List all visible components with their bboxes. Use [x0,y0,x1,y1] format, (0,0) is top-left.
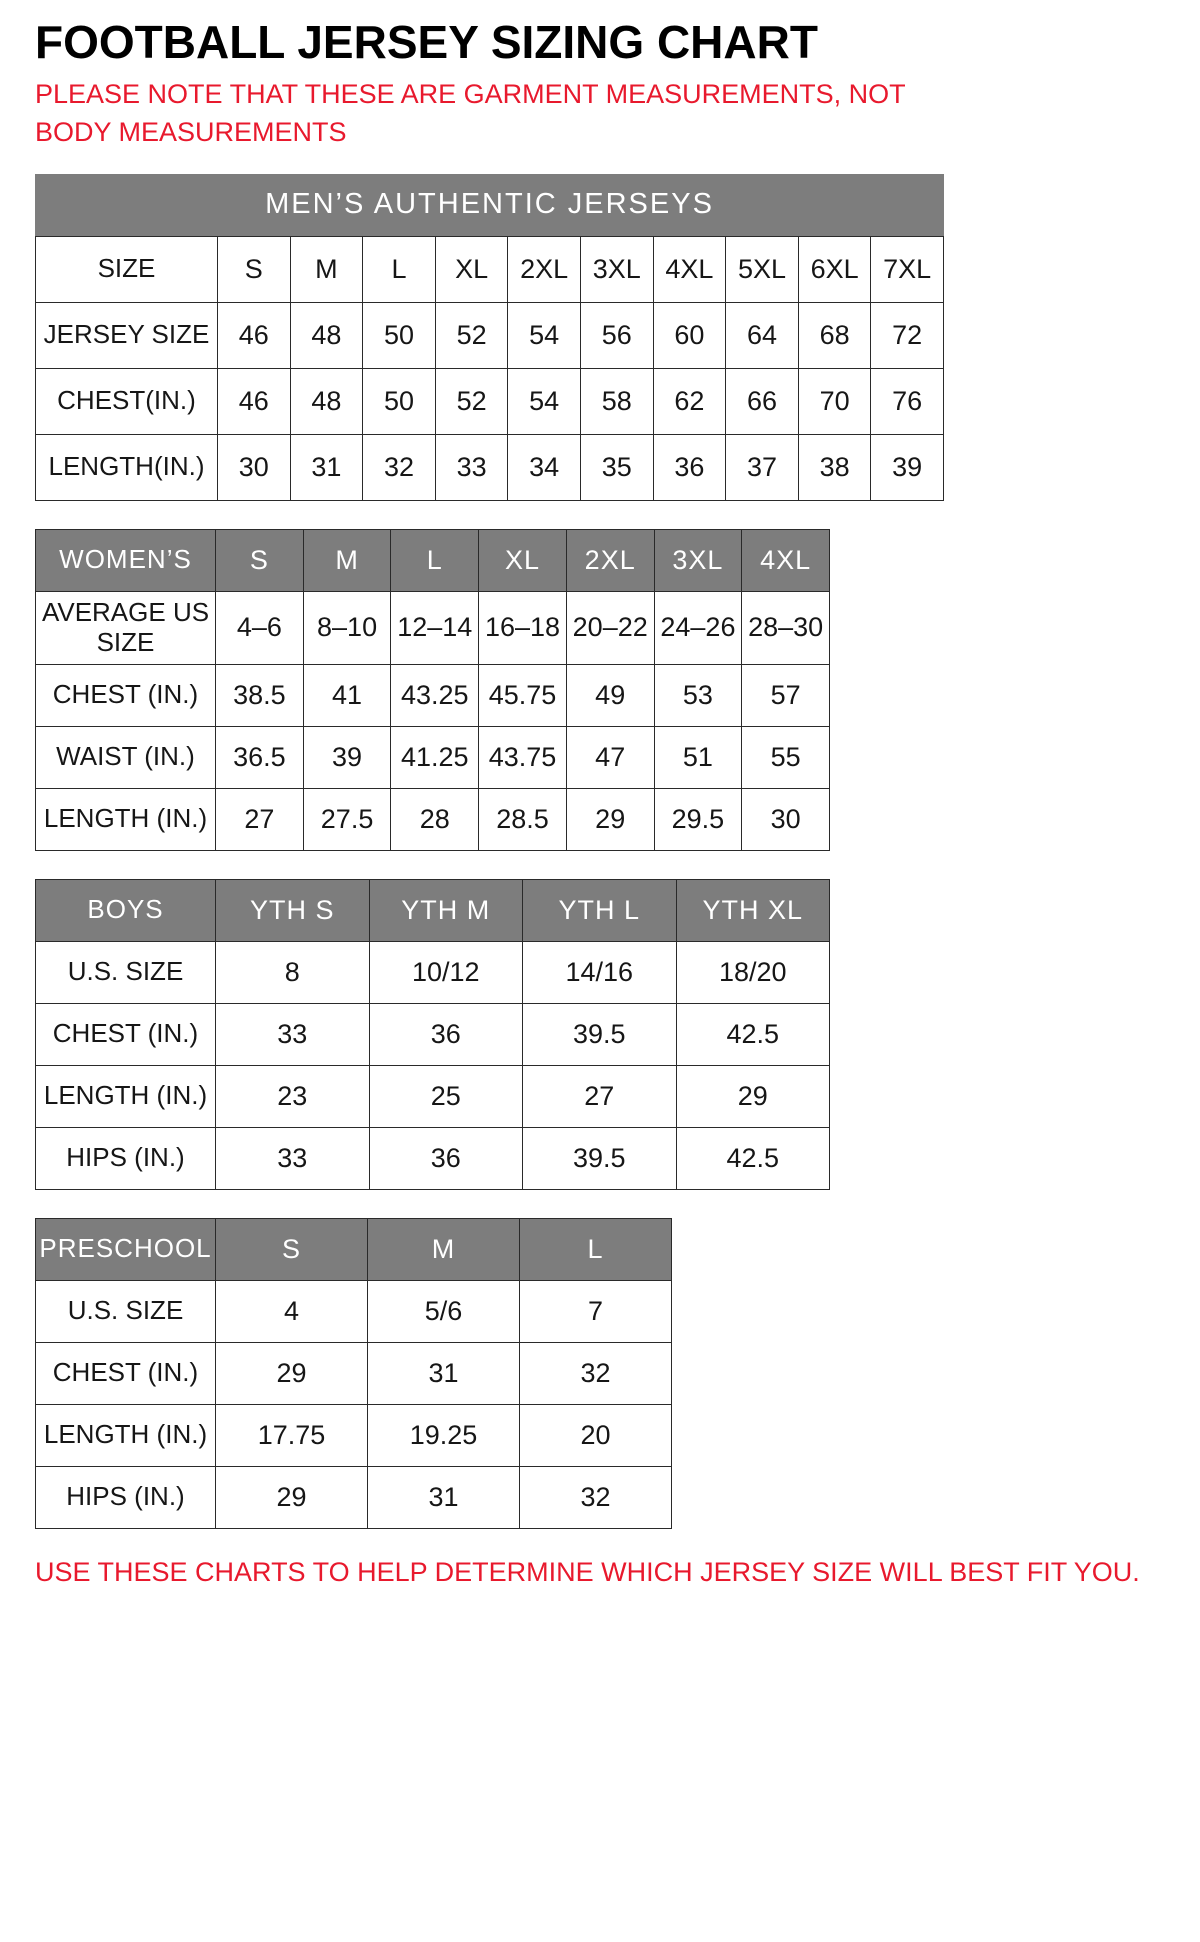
boys-header-cell: YTH S [216,880,370,942]
mens-cell: 50 [363,303,436,369]
boys-cell: 25 [370,1066,524,1128]
mens-cell: 46 [218,369,291,435]
mens-row-label: LENGTH(IN.) [36,435,218,501]
preschool-row-label: HIPS (IN.) [36,1467,216,1529]
womens-cell: 16–18 [479,592,567,665]
womens-header-cell: S [216,530,304,592]
mens-cell: 60 [654,303,727,369]
preschool-cell: 31 [368,1467,520,1529]
mens-cell: 62 [654,369,727,435]
mens-cell: 39 [871,435,944,501]
mens-cell: 35 [581,435,654,501]
boys-cell: 42.5 [677,1128,831,1190]
womens-row-label: WAIST (IN.) [36,727,216,789]
womens-cell: 49 [567,665,655,727]
boys-cell: 27 [523,1066,677,1128]
womens-row-label: LENGTH (IN.) [36,789,216,851]
mens-grid [35,236,944,501]
womens-cell: 30 [742,789,830,851]
womens-header-cell: 3XL [655,530,743,592]
boys-grid [35,879,830,1190]
mens-cell: 5XL [726,237,799,303]
mens-cell: 2XL [508,237,581,303]
mens-cell: 46 [218,303,291,369]
mens-cell: 66 [726,369,799,435]
womens-cell: 12–14 [391,592,479,665]
boys-cell: 33 [216,1128,370,1190]
womens-cell: 41 [304,665,392,727]
boys-sizing-table [35,879,830,1190]
mens-cell: 72 [871,303,944,369]
womens-cell: 27 [216,789,304,851]
womens-cell: 57 [742,665,830,727]
mens-cell: 64 [726,303,799,369]
page-title: FOOTBALL JERSEY SIZING CHART [35,16,818,68]
mens-cell: 36 [654,435,727,501]
mens-cell: 7XL [871,237,944,303]
mens-cell: 52 [436,303,509,369]
womens-cell: 28–30 [742,592,830,665]
preschool-cell: 17.75 [216,1405,368,1467]
mens-cell: L [363,237,436,303]
footer-note: USE THESE CHARTS TO HELP DETERMINE WHICH JERSEY SIZE WILL BEST FIT YOU. [35,1556,1140,1587]
preschool-cell: 29 [216,1467,368,1529]
preschool-cell: 32 [520,1343,672,1405]
preschool-cell: 19.25 [368,1405,520,1467]
mens-cell: 48 [291,369,364,435]
womens-header-cell: 2XL [567,530,655,592]
mens-cell: 68 [799,303,872,369]
mens-cell: M [291,237,364,303]
womens-cell: 47 [567,727,655,789]
womens-cell: 51 [655,727,743,789]
boys-cell: 42.5 [677,1004,831,1066]
womens-cell: 53 [655,665,743,727]
preschool-cell: 5/6 [368,1281,520,1343]
mens-cell: 4XL [654,237,727,303]
mens-cell: 37 [726,435,799,501]
preschool-header-cell: S [216,1219,368,1281]
mens-cell: 52 [436,369,509,435]
preschool-cell: 32 [520,1467,672,1529]
womens-grid [35,529,830,851]
boys-header-cell: YTH M [370,880,524,942]
preschool-sizing-table [35,1218,672,1529]
mens-row-label: JERSEY SIZE [36,303,218,369]
boys-cell: 10/12 [370,942,524,1004]
boys-row-label: HIPS (IN.) [36,1128,216,1190]
mens-cell: XL [436,237,509,303]
womens-cell: 45.75 [479,665,567,727]
womens-cell: 28 [391,789,479,851]
preschool-grid [35,1218,672,1529]
boys-cell: 36 [370,1004,524,1066]
boys-cell: 18/20 [677,942,831,1004]
womens-cell: 29.5 [655,789,743,851]
preschool-row-label: CHEST (IN.) [36,1343,216,1405]
boys-cell: 29 [677,1066,831,1128]
mens-cell: 76 [871,369,944,435]
womens-cell: 36.5 [216,727,304,789]
boys-cell: 36 [370,1128,524,1190]
measurement-note: PLEASE NOTE THAT THESE ARE GARMENT MEASUREMENTS, NOT BODY MEASUREMENTS [35,79,906,148]
boys-row-label: CHEST (IN.) [36,1004,216,1066]
preschool-header-label: PRESCHOOL [36,1219,216,1281]
boys-header-cell: YTH L [523,880,677,942]
boys-header-cell: YTH XL [677,880,831,942]
mens-cell: S [218,237,291,303]
womens-cell: 55 [742,727,830,789]
mens-cell: 38 [799,435,872,501]
mens-row-label: CHEST(IN.) [36,369,218,435]
mens-cell: 30 [218,435,291,501]
womens-cell: 8–10 [304,592,392,665]
womens-sizing-table [35,529,830,851]
mens-cell: 3XL [581,237,654,303]
boys-cell: 33 [216,1004,370,1066]
boys-row-label: LENGTH (IN.) [36,1066,216,1128]
mens-cell: 48 [291,303,364,369]
mens-cell: 54 [508,303,581,369]
mens-banner: MEN’S AUTHENTIC JERSEYS [35,174,944,236]
womens-cell: 20–22 [567,592,655,665]
womens-row-label: AVERAGE US SIZE [36,592,216,665]
womens-cell: 27.5 [304,789,392,851]
preschool-cell: 4 [216,1281,368,1343]
mens-cell: 70 [799,369,872,435]
mens-cell: 50 [363,369,436,435]
womens-cell: 28.5 [479,789,567,851]
womens-cell: 41.25 [391,727,479,789]
womens-cell: 39 [304,727,392,789]
mens-cell: 54 [508,369,581,435]
mens-sizing-table [35,174,944,501]
womens-header-cell: XL [479,530,567,592]
boys-cell: 23 [216,1066,370,1128]
womens-header-label: WOMEN’S [36,530,216,592]
preschool-row-label: U.S. SIZE [36,1281,216,1343]
boys-row-label: U.S. SIZE [36,942,216,1004]
mens-cell: 31 [291,435,364,501]
preschool-cell: 7 [520,1281,672,1343]
preschool-cell: 29 [216,1343,368,1405]
preschool-header-cell: L [520,1219,672,1281]
womens-header-cell: 4XL [742,530,830,592]
preschool-cell: 31 [368,1343,520,1405]
womens-cell: 43.75 [479,727,567,789]
womens-cell: 29 [567,789,655,851]
boys-header-label: BOYS [36,880,216,942]
womens-cell: 24–26 [655,592,743,665]
womens-header-cell: M [304,530,392,592]
mens-cell: 33 [436,435,509,501]
womens-row-label: CHEST (IN.) [36,665,216,727]
preschool-header-cell: M [368,1219,520,1281]
boys-cell: 39.5 [523,1004,677,1066]
womens-cell: 43.25 [391,665,479,727]
mens-cell: 56 [581,303,654,369]
womens-cell: 4–6 [216,592,304,665]
mens-row-label: SIZE [36,237,218,303]
mens-cell: 58 [581,369,654,435]
womens-cell: 38.5 [216,665,304,727]
mens-cell: 34 [508,435,581,501]
boys-cell: 14/16 [523,942,677,1004]
womens-header-cell: L [391,530,479,592]
preschool-cell: 20 [520,1405,672,1467]
preschool-row-label: LENGTH (IN.) [36,1405,216,1467]
mens-cell: 6XL [799,237,872,303]
boys-cell: 39.5 [523,1128,677,1190]
boys-cell: 8 [216,942,370,1004]
mens-cell: 32 [363,435,436,501]
